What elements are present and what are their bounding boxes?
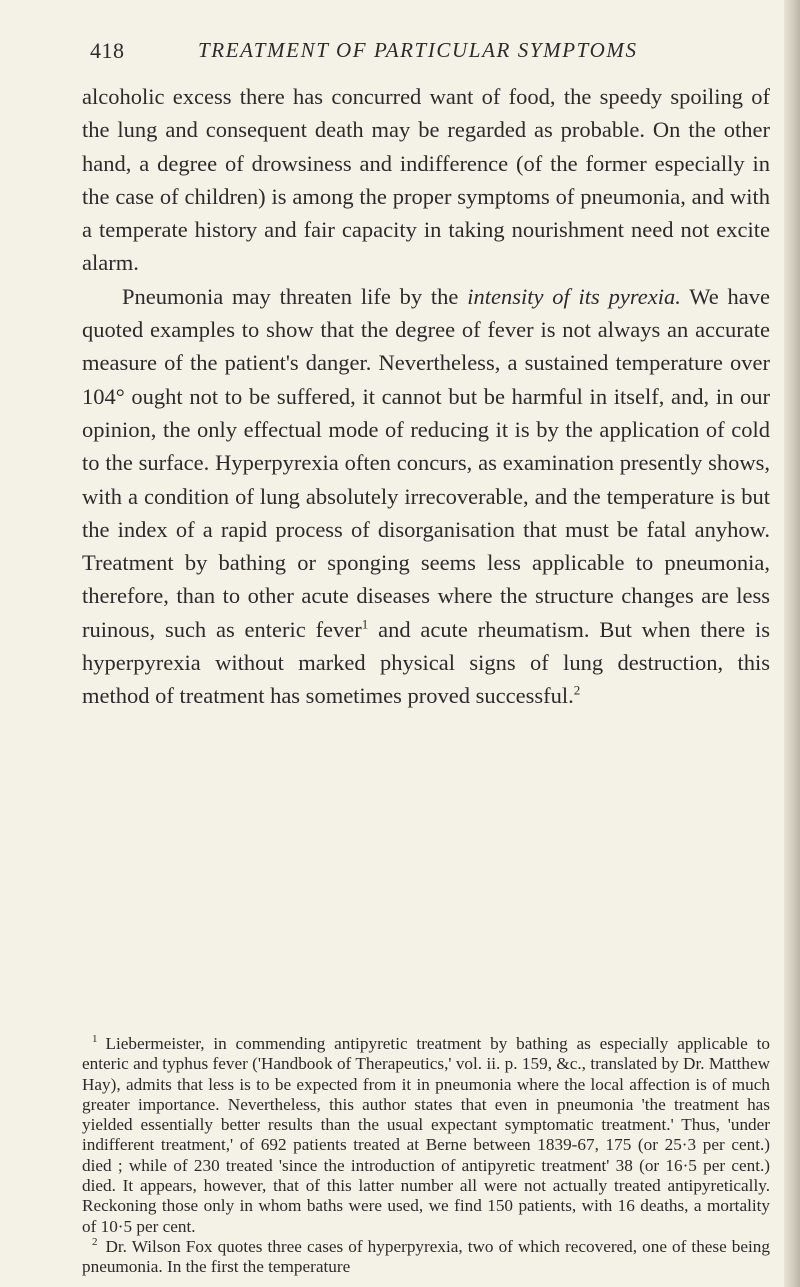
footnote-1-mark: 1 <box>92 1033 98 1046</box>
paragraph-2-text-b: and acute rheumatism. But when there is hyperpyrexia without marked physical signs of lung destruction, this method of treatment has sometimes proved successful. <box>82 616 770 709</box>
page-header <box>90 38 770 68</box>
paragraph-2 <box>82 280 770 713</box>
page-edge-shadow <box>784 0 800 1287</box>
footnote-2-mark: 2 <box>92 1236 98 1249</box>
footnotes <box>82 1034 770 1278</box>
paragraph-2-lead: Pneumonia may threaten life by the <box>122 283 468 309</box>
paragraph-1: alcoholic excess there has concurred want of food, the speedy spoiling of the lung and consequent death may be regarded as probable. On the other hand, a degree of drowsiness and indifference (of the former especially in the case of children) is among the proper symptoms of pneumonia, and with a temperate history and fair capacity in taking nourishment need not excite alarm. <box>82 84 770 276</box>
running-head: TREATMENT OF PARTICULAR SYMPTOMS <box>198 38 638 62</box>
footnote-1-text: Liebermeister, in commending antipyretic treatment by bathing as especially applicable to enteric and typhus fever ('Handbook of Therapeutics,' vol. ii. p. 159, &c., translated by Dr. Matthew Hay), admits that less is to be expected from it in pneumonia where the local affection is of much greater importance. Nevertheless, this author states that even in pneumonia 'the treatment has yielded essentially better results than the usual expectant symptomatic treatment.' Thus, 'under indifferent treatment,' of 692 patients treated at Berne between 1839-67, 175 (or 25·3 per cent.) died ; while of 230 treated 'since the introduction of antipyretic treatment' 38 (or 16·5 per cent.) died. It appears, however, that of this latter number all were not actually treated antipyretically. Reckoning those only in whom baths were used, we find 150 patients, with 16 deaths, a mortality of 10·5 per cent. <box>82 1034 770 1236</box>
footnote-ref-2: 2 <box>573 682 581 698</box>
footnote-2-text: Dr. Wilson Fox quotes three cases of hyperpyrexia, two of which recovered, one of these being pneumonia. In the first the temperature <box>82 1236 770 1277</box>
footnote-ref-1: 1 <box>361 616 369 632</box>
emphasis-intensity-of-pyrexia: intensity of its pyrexia. <box>467 283 681 309</box>
main-text <box>82 80 770 713</box>
page-number: 418 <box>90 38 125 63</box>
footnote-2 <box>82 1237 770 1278</box>
footnote-1 <box>82 1034 770 1237</box>
paragraph-2-text-a: We have quoted examples to show that the degree of fever is not always an accurate measure of the patient's danger. Nevertheless, a sustained temperature over 104° ought not to be suffered, it cannot but be harmful in itself, and, in our opinion, the only effectual mode of reducing it is by the application of cold to the surface. Hyperpyrexia often concurs, as examination presently shows, with a condition of lung absolutely irrecoverable, and the temperature is but the index of a rapid process of disorganisation that must be fatal anyhow. Treatment by bathing or sponging seems less applicable to pneumonia, therefore, than to other acute diseases where the structure changes are less ruinous, such as enteric fever <box>82 283 770 642</box>
